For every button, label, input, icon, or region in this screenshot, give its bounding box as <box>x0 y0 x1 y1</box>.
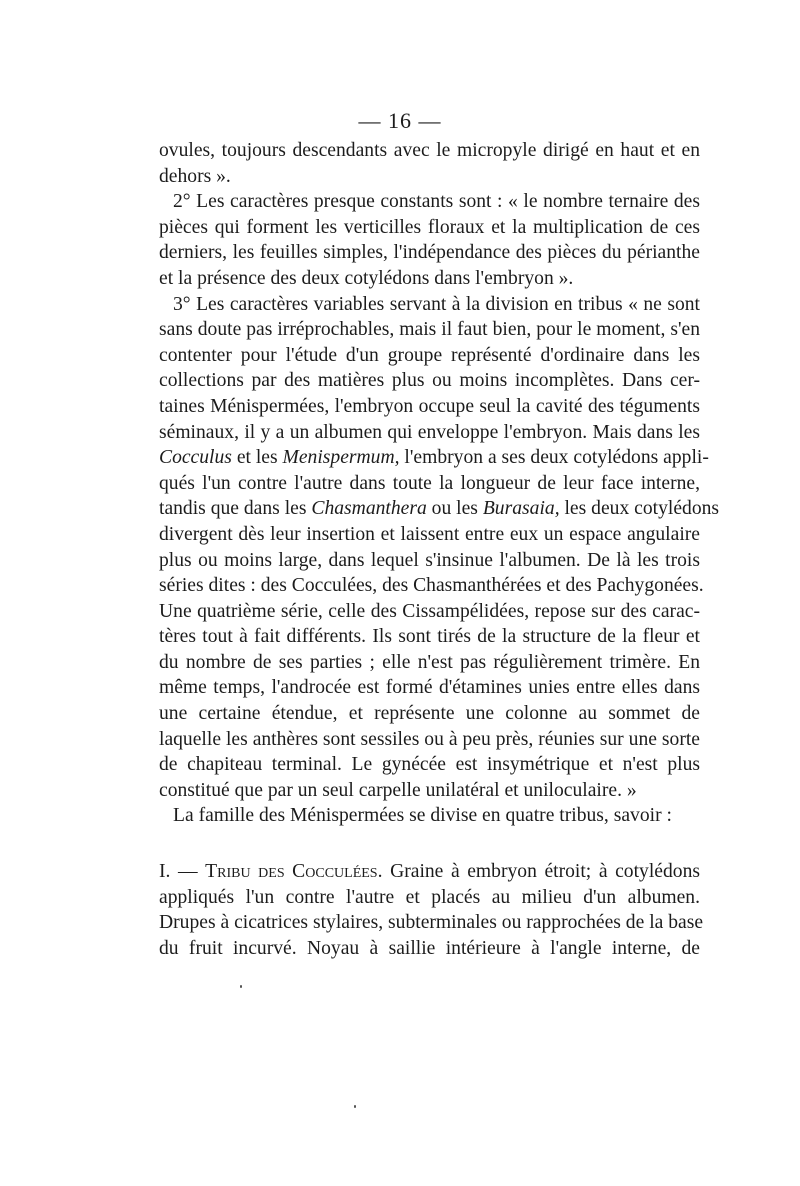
text-line: pièces qui forment les verticilles floraux et la multiplication de ces <box>159 216 700 238</box>
text-segment: les deux cotylédons <box>559 498 720 520</box>
text-line: derniers, les feuilles simples, l'indépendance des pièces du périanthe <box>159 242 700 264</box>
text-line: séminaux, il y a un albumen qui enveloppe l'embryon. Mais dans les <box>159 421 700 443</box>
genus-name: Cocculus <box>159 447 232 469</box>
text-line: plus ou moins large, dans lequel s'insinue l'albumen. De là les trois <box>159 549 700 571</box>
genus-name: Burasaia, <box>482 498 560 520</box>
text-segment: ou les <box>426 498 483 520</box>
text-line <box>159 445 709 471</box>
paragraph-2 <box>159 189 700 291</box>
text-segment: Graine à embryon étroit; à cotylédons <box>382 861 700 883</box>
text-line: appliqués l'un contre l'autre et placés au milieu d'un albumen. <box>159 886 700 908</box>
paragraph-1 <box>159 138 700 189</box>
genus-name: Chasmanthera <box>311 498 427 520</box>
text-line: et la présence des deux cotylédons dans l'embryon ». <box>159 267 574 289</box>
tribe-name: Tribu des Cocculées. <box>205 861 383 883</box>
text-line: contenter pour l'étude d'un groupe représenté d'ordinaire dans les <box>159 344 700 366</box>
text-line: du nombre de ses parties ; elle n'est pas régulièrement trimère. En <box>159 651 700 673</box>
text-segment: et les <box>231 447 283 469</box>
paragraph-4 <box>159 803 700 829</box>
text-line: séries dites : des Cocculées, des Chasmanthérées et des Pachygonées. <box>159 575 704 597</box>
text-line: collections par des matières plus ou moins incomplètes. Dans cer- <box>159 370 700 392</box>
text-line: Une quatrième série, celle des Cissampélidées, repose sur des carac- <box>159 600 700 622</box>
text-line: laquelle les anthères sont sessiles ou à peu près, réunies sur une sorte <box>159 728 700 750</box>
text-line: 2° Les caractères presque constants sont : « le nombre ternaire des <box>173 191 700 213</box>
text-line: La famille des Ménispermées se divise en quatre tribus, savoir : <box>173 805 672 827</box>
text-line: tères tout à fait différents. Ils sont tirés de la structure de la fleur et <box>159 626 700 648</box>
text-line: sans doute pas irréprochables, mais il faut bien, pour le moment, s'en <box>159 319 700 341</box>
text-line: qués l'un contre l'autre dans toute la longueur de leur face interne, <box>159 472 700 494</box>
tribe-number: I. — <box>159 861 206 883</box>
page-number: — 16 — <box>358 108 442 133</box>
text-line <box>159 496 720 522</box>
paragraph-3 <box>159 292 720 804</box>
text-segment: l'embryon a ses deux cotylédons appli- <box>399 447 709 469</box>
paper-speck <box>354 1105 356 1108</box>
text-line: dehors ». <box>159 165 231 187</box>
tribe-description <box>159 859 704 961</box>
text-line: taines Ménispermées, l'embryon occupe seul la cavité des téguments <box>159 395 700 417</box>
section-gap <box>159 829 700 859</box>
text-line: constitué que par un seul carpelle unilatéral et uniloculaire. » <box>159 779 637 801</box>
text-line: une certaine étendue, et représente une colonne au sommet de <box>159 703 700 725</box>
genus-name: Menispermum, <box>282 447 400 469</box>
text-segment: tandis que dans les <box>159 498 312 520</box>
text-line: du fruit incurvé. Noyau à saillie intérieure à l'angle interne, de <box>159 937 700 959</box>
text-line: Drupes à cicatrices stylaires, subterminales ou rapprochées de la base <box>159 912 704 934</box>
text-line: ovules, toujours descendants avec le micropyle dirigé en haut et en <box>159 140 700 161</box>
paper-speck <box>240 985 242 988</box>
text-line: de chapiteau terminal. Le gynécée est insymétrique et n'est plus <box>159 754 700 776</box>
text-line: divergent dès leur insertion et laissent entre eux un espace angulaire <box>159 523 700 545</box>
text-line: même temps, l'androcée est formé d'étamines unies entre elles dans <box>159 677 700 699</box>
text-line <box>159 859 700 885</box>
text-line: 3° Les caractères variables servant à la division en tribus « ne sont <box>173 293 700 315</box>
body-text <box>159 138 720 961</box>
